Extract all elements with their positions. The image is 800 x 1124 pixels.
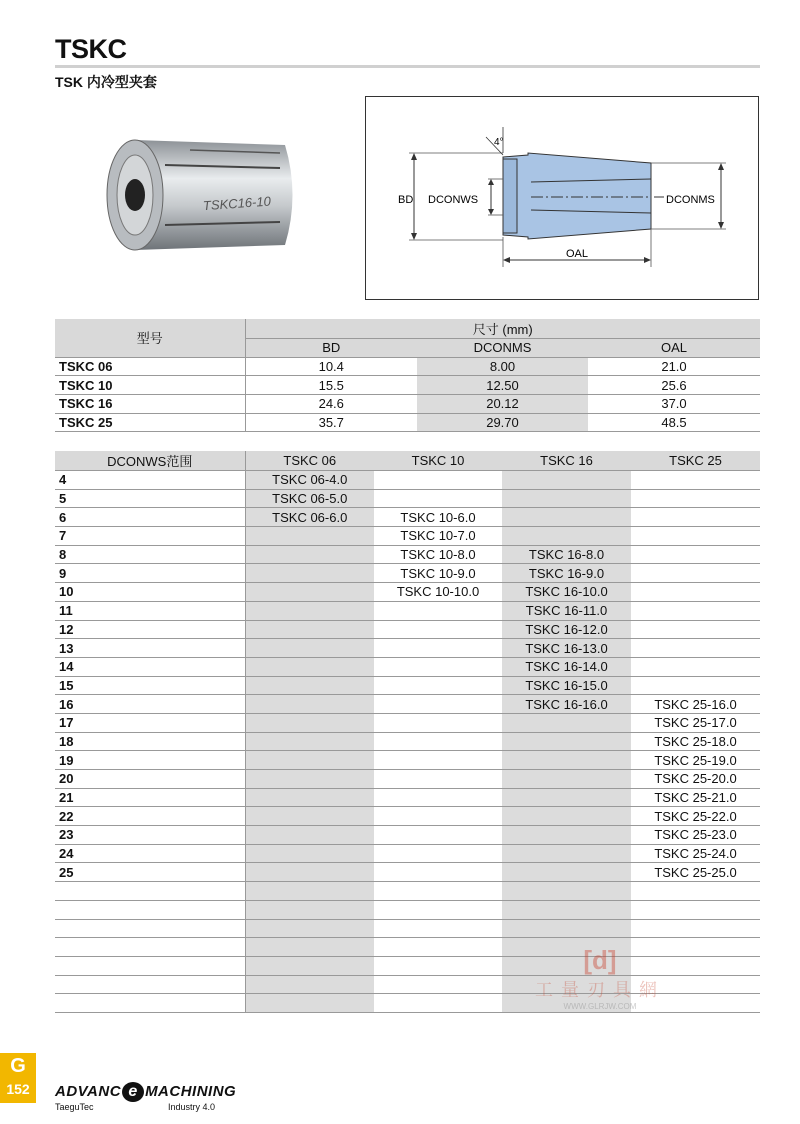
- part-number-cell: [631, 508, 760, 527]
- part-number-cell: TSKC 16-12.0: [502, 620, 631, 639]
- dimensions-table: [55, 319, 760, 432]
- section-tab: [0, 1053, 36, 1103]
- part-number-cell: [374, 657, 502, 676]
- part-number-cell: [502, 882, 631, 901]
- range-cell: [55, 900, 245, 919]
- table-row: [55, 489, 760, 508]
- part-number-cell: TSKC 25-23.0: [631, 826, 760, 845]
- part-number-cell: TSKC 16-16.0: [502, 695, 631, 714]
- page-title: TSKC: [55, 34, 127, 64]
- part-number-cell: [502, 900, 631, 919]
- part-number-cell: [502, 770, 631, 789]
- part-number-cell: TSKC 25-20.0: [631, 770, 760, 789]
- range-cell: 8: [55, 545, 245, 564]
- part-number-cell: [631, 471, 760, 490]
- brand-tagline: Industry 4.0: [167, 1102, 215, 1112]
- part-number-cell: [245, 994, 374, 1013]
- range-cell: 22: [55, 807, 245, 826]
- part-number-cell: [245, 788, 374, 807]
- table-row: [55, 807, 760, 826]
- dconms-cell: 8.00: [417, 357, 588, 376]
- part-number-cell: [245, 657, 374, 676]
- part-number-cell: [631, 564, 760, 583]
- model-cell: TSKC 16: [55, 395, 245, 414]
- bd-cell: 15.5: [245, 376, 417, 395]
- part-number-cell: [245, 826, 374, 845]
- part-number-cell: [374, 919, 502, 938]
- model-cell: TSKC 06: [55, 357, 245, 376]
- range-cell: 6: [55, 508, 245, 527]
- model-cell: TSKC 25: [55, 413, 245, 432]
- dconms-cell: 12.50: [417, 376, 588, 395]
- table-row: [55, 620, 760, 639]
- part-number-cell: [245, 956, 374, 975]
- part-number-cell: [374, 732, 502, 751]
- part-number-cell: [245, 919, 374, 938]
- table-row: [55, 732, 760, 751]
- part-number-cell: TSKC 06-5.0: [245, 489, 374, 508]
- table-row: [55, 413, 760, 432]
- part-number-cell: TSKC 25-18.0: [631, 732, 760, 751]
- part-number-cell: TSKC 10-7.0: [374, 527, 502, 546]
- part-number-cell: [631, 527, 760, 546]
- oal-cell: 25.6: [588, 376, 760, 395]
- range-cell: 18: [55, 732, 245, 751]
- col-header: TSKC 25: [631, 451, 760, 471]
- table-row: [55, 788, 760, 807]
- part-number-cell: [245, 695, 374, 714]
- part-number-cell: [502, 508, 631, 527]
- part-number-cell: [245, 620, 374, 639]
- part-number-cell: [502, 751, 631, 770]
- table-row: [55, 900, 760, 919]
- bd-cell: 35.7: [245, 413, 417, 432]
- part-number-cell: [502, 713, 631, 732]
- table-row: [55, 751, 760, 770]
- table-row: [55, 601, 760, 620]
- part-number-cell: [374, 601, 502, 620]
- oal-cell: 37.0: [588, 395, 760, 414]
- model-cell: TSKC 10: [55, 376, 245, 395]
- part-number-cell: [245, 676, 374, 695]
- part-number-cell: [502, 919, 631, 938]
- oal-cell: 48.5: [588, 413, 760, 432]
- collet-photo: [95, 120, 315, 270]
- part-number-cell: [245, 863, 374, 882]
- table-row: [55, 919, 760, 938]
- range-cell: [55, 975, 245, 994]
- dimension-diagram: [365, 96, 759, 300]
- part-number-cell: TSKC 25-22.0: [631, 807, 760, 826]
- part-number-cell: [245, 770, 374, 789]
- part-number-cell: [374, 882, 502, 901]
- part-number-cell: [374, 975, 502, 994]
- brand-left: ADVANC: [55, 1083, 122, 1100]
- table-row: [55, 826, 760, 845]
- col-header: OAL: [588, 339, 760, 358]
- part-number-cell: TSKC 25-24.0: [631, 844, 760, 863]
- table-row: [55, 657, 760, 676]
- part-number-cell: TSKC 16-13.0: [502, 639, 631, 658]
- part-number-cell: [631, 583, 760, 602]
- selection-table: [55, 451, 760, 1013]
- range-cell: [55, 938, 245, 957]
- part-number-cell: [245, 975, 374, 994]
- part-number-cell: [374, 826, 502, 845]
- model-header: 型号: [55, 319, 245, 357]
- part-number-cell: [502, 788, 631, 807]
- table-row: [55, 357, 760, 376]
- part-number-cell: [374, 751, 502, 770]
- part-number-cell: TSKC 06-4.0: [245, 471, 374, 490]
- table-row: [55, 713, 760, 732]
- title-rule: [55, 65, 760, 68]
- part-number-cell: TSKC 06-6.0: [245, 508, 374, 527]
- bd-label: BD: [398, 194, 414, 206]
- table-row: [55, 471, 760, 490]
- table-row: [55, 527, 760, 546]
- watermark-text: 工量刃具網: [535, 980, 665, 1000]
- part-number-cell: [631, 882, 760, 901]
- part-number-cell: TSKC 16-10.0: [502, 583, 631, 602]
- range-cell: 9: [55, 564, 245, 583]
- part-number-cell: [374, 489, 502, 508]
- table-row: [55, 676, 760, 695]
- part-number-cell: [245, 713, 374, 732]
- part-number-cell: [374, 938, 502, 957]
- part-number-cell: TSKC 16-14.0: [502, 657, 631, 676]
- dconws-label: DCONWS: [428, 194, 479, 206]
- part-number-cell: [502, 527, 631, 546]
- range-cell: 12: [55, 620, 245, 639]
- table-row: [55, 395, 760, 414]
- range-cell: 23: [55, 826, 245, 845]
- range-cell: [55, 882, 245, 901]
- table-row: [55, 564, 760, 583]
- table-row: [55, 695, 760, 714]
- part-number-cell: TSKC 16-9.0: [502, 564, 631, 583]
- oal-label: OAL: [566, 248, 589, 260]
- part-number-cell: [631, 639, 760, 658]
- range-cell: 16: [55, 695, 245, 714]
- oal-cell: 21.0: [588, 357, 760, 376]
- part-number-cell: TSKC 25-17.0: [631, 713, 760, 732]
- table-row: [55, 863, 760, 882]
- part-number-cell: [374, 788, 502, 807]
- part-number-cell: [245, 844, 374, 863]
- table-row: [55, 376, 760, 395]
- part-number-cell: [631, 620, 760, 639]
- range-cell: 14: [55, 657, 245, 676]
- part-number-cell: [245, 732, 374, 751]
- part-number-cell: TSKC 25-19.0: [631, 751, 760, 770]
- range-cell: [55, 919, 245, 938]
- range-cell: 21: [55, 788, 245, 807]
- range-cell: 20: [55, 770, 245, 789]
- collet-engraving: TSKC16-10: [202, 193, 272, 214]
- col-header: TSKC 16: [502, 451, 631, 471]
- part-number-cell: [374, 900, 502, 919]
- part-number-cell: TSKC 25-16.0: [631, 695, 760, 714]
- range-cell: 13: [55, 639, 245, 658]
- bd-cell: 24.6: [245, 395, 417, 414]
- part-number-cell: [245, 545, 374, 564]
- angle-label: 4°: [494, 137, 504, 148]
- part-number-cell: [374, 807, 502, 826]
- part-number-cell: [245, 807, 374, 826]
- part-number-cell: [631, 919, 760, 938]
- part-number-cell: TSKC 16-8.0: [502, 545, 631, 564]
- table-row: [55, 882, 760, 901]
- part-number-cell: TSKC 25-21.0: [631, 788, 760, 807]
- part-number-cell: TSKC 16-11.0: [502, 601, 631, 620]
- col-header: TSKC 10: [374, 451, 502, 471]
- part-number-cell: [245, 601, 374, 620]
- part-number-cell: [374, 676, 502, 695]
- part-number-cell: [245, 882, 374, 901]
- range-cell: [55, 956, 245, 975]
- range-cell: 11: [55, 601, 245, 620]
- page-number: 152: [6, 1081, 30, 1097]
- dconms-cell: 20.12: [417, 395, 588, 414]
- part-number-cell: [245, 639, 374, 658]
- part-number-cell: [374, 863, 502, 882]
- range-header: DCONWS范围: [55, 451, 245, 471]
- page-subtitle: TSK 内冷型夹套: [55, 74, 157, 90]
- brand-logo: [55, 1082, 236, 1112]
- range-cell: 7: [55, 527, 245, 546]
- part-number-cell: TSKC 10-6.0: [374, 508, 502, 527]
- part-number-cell: TSKC 10-9.0: [374, 564, 502, 583]
- part-number-cell: [374, 620, 502, 639]
- brand-company: TaeguTec: [55, 1102, 94, 1112]
- part-number-cell: [374, 844, 502, 863]
- part-number-cell: TSKC 10-8.0: [374, 545, 502, 564]
- part-number-cell: [374, 639, 502, 658]
- part-number-cell: [502, 489, 631, 508]
- dconms-label: DCONMS: [666, 194, 715, 206]
- part-number-cell: TSKC 25-25.0: [631, 863, 760, 882]
- table-row: [55, 770, 760, 789]
- part-number-cell: [631, 900, 760, 919]
- part-number-cell: [374, 471, 502, 490]
- part-number-cell: [245, 583, 374, 602]
- part-number-cell: [502, 807, 631, 826]
- brand-right: MACHINING: [145, 1083, 237, 1100]
- part-number-cell: TSKC 10-10.0: [374, 583, 502, 602]
- watermark: [535, 945, 665, 1011]
- part-number-cell: [374, 994, 502, 1013]
- watermark-url: WWW.GLRJW.COM: [563, 1002, 637, 1011]
- range-cell: 17: [55, 713, 245, 732]
- dconms-cell: 29.70: [417, 413, 588, 432]
- col-header: BD: [245, 339, 417, 358]
- part-number-cell: [502, 471, 631, 490]
- range-cell: 24: [55, 844, 245, 863]
- range-cell: 10: [55, 583, 245, 602]
- table-row: [55, 639, 760, 658]
- range-cell: 19: [55, 751, 245, 770]
- part-number-cell: [374, 713, 502, 732]
- part-number-cell: [502, 863, 631, 882]
- range-cell: 15: [55, 676, 245, 695]
- section-letter: G: [10, 1055, 26, 1077]
- part-number-cell: [245, 751, 374, 770]
- size-header: 尺寸 (mm): [245, 319, 760, 339]
- range-cell: 5: [55, 489, 245, 508]
- part-number-cell: [245, 938, 374, 957]
- part-number-cell: [631, 676, 760, 695]
- part-number-cell: [631, 601, 760, 620]
- part-number-cell: [245, 527, 374, 546]
- table-row: [55, 545, 760, 564]
- table-row: [55, 844, 760, 863]
- part-number-cell: [502, 732, 631, 751]
- range-cell: 4: [55, 471, 245, 490]
- range-cell: 25: [55, 863, 245, 882]
- brand-e: e: [122, 1082, 144, 1102]
- part-number-cell: [631, 545, 760, 564]
- part-number-cell: TSKC 16-15.0: [502, 676, 631, 695]
- col-header: TSKC 06: [245, 451, 374, 471]
- part-number-cell: [631, 657, 760, 676]
- part-number-cell: [374, 956, 502, 975]
- watermark-mark: [d]: [583, 945, 617, 975]
- table-row: [55, 583, 760, 602]
- table-row: [55, 508, 760, 527]
- part-number-cell: [374, 770, 502, 789]
- range-cell: [55, 994, 245, 1013]
- part-number-cell: [245, 900, 374, 919]
- part-number-cell: [502, 844, 631, 863]
- part-number-cell: [502, 826, 631, 845]
- part-number-cell: [374, 695, 502, 714]
- part-number-cell: [245, 564, 374, 583]
- bd-cell: 10.4: [245, 357, 417, 376]
- part-number-cell: [631, 489, 760, 508]
- col-header: DCONMS: [417, 339, 588, 358]
